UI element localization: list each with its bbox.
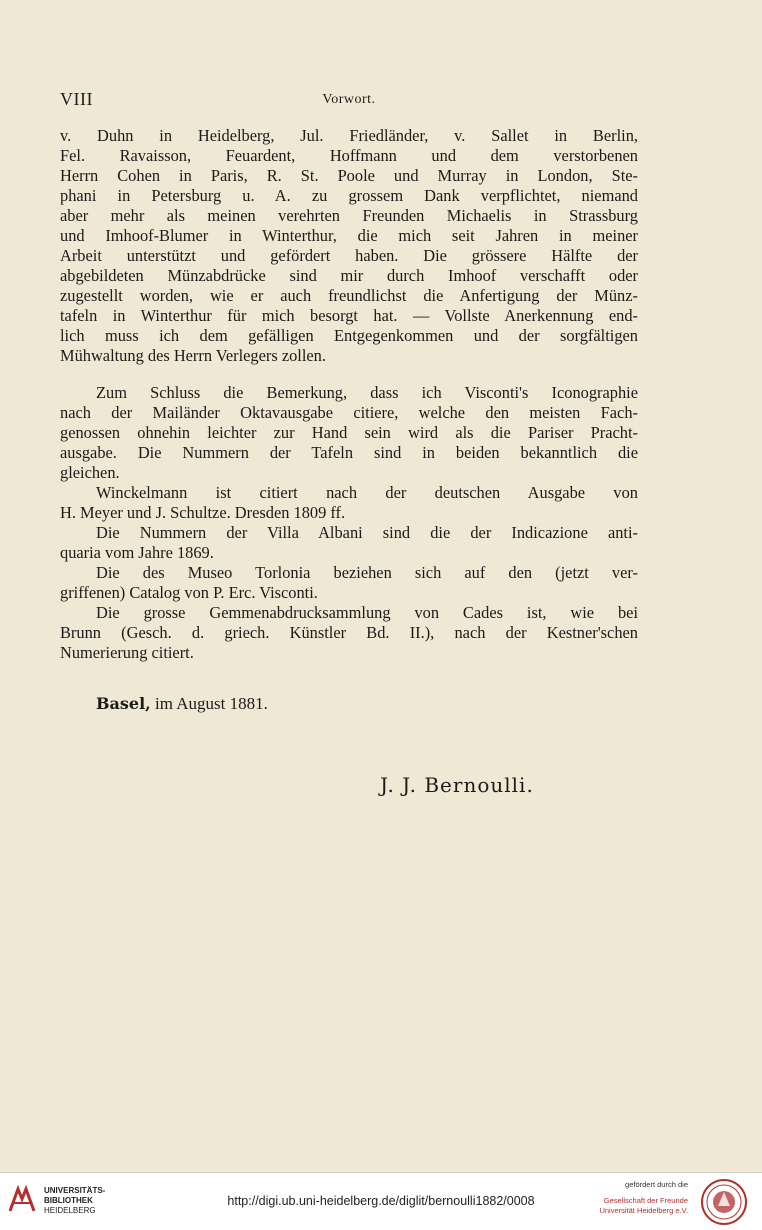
date: im August 1881. [154,694,268,713]
text-line: und Imhoof-Blumer in Winterthur, die mich seit Jahren in meiner [60,226,638,245]
text-line: Fel. Ravaisson, Feuardent, Hoffmann und dem verstorbenen [60,146,638,165]
text-line: abgebildeten Münzabdrücke sind mir durch Imhoof verschafft oder [60,266,638,285]
page-header [60,89,638,113]
paragraph-iconographie [60,383,638,483]
text-line: Die grosse Gemmenabdrucksammlung von Cades ist, wie bei [96,603,638,622]
text-line: Die des Museo Torlonia beziehen sich auf den (jetzt ver- [96,563,638,582]
text-line: griffenen) Catalog von P. Erc. Visconti. [60,583,318,602]
library-name-line: BIBLIOTHEK [44,1196,93,1205]
text-line: Herrn Cohen in Paris, R. St. Poole und Murray in London, Ste- [60,166,638,185]
running-head: Vorwort. [322,92,376,107]
text-line: Brunn (Gesch. d. griech. Künstler Bd. II.), nach der Kestner'schen [60,623,638,642]
society-name-line: Universität Heidelberg e.V. [599,1206,688,1215]
text-line: lich muss ich dem gefälligen Entgegenkommen und der sorgfältigen [60,326,638,345]
paragraph-cades [60,603,638,663]
paragraph-museo-torlonia [60,563,638,603]
society-name-line: Gesellschaft der Freunde [603,1196,688,1205]
library-name-line: HEIDELBERG [44,1206,96,1215]
digitization-footer [0,1172,762,1230]
text-line: gleichen. [60,463,120,482]
text-line: phani in Petersburg u. A. zu grossem Dank verpflichtet, niemand [60,186,638,205]
text-line: quaria vom Jahre 1869. [60,543,214,562]
text-line: Winckelmann ist citiert nach der deutschen Ausgabe von [96,483,638,502]
text-line: genossen ohnehin leichter zur Hand sein wird als die Pariser Pracht- [60,423,638,442]
paragraph-acknowledgements [60,126,638,366]
author-signature: J. J. Bernoulli. [380,773,534,797]
sponsor-block [588,1180,688,1216]
text-line: Numerierung citiert. [60,643,194,662]
paragraph-villa-albani [60,523,638,563]
text-line: ausgabe. Die Nummern der Tafeln sind in beiden bekanntlich die [60,443,638,462]
page-number: VIII [60,89,93,109]
university-seal-icon[interactable] [700,1178,748,1226]
document-url-link[interactable]: http://digi.ub.uni-heidelberg.de/diglit/bernoulli1882/0008 [227,1194,535,1208]
place-and-date [96,694,268,714]
library-name-line: UNIVERSITÄTS- [44,1186,106,1195]
text-line: zugestellt worden, wie er auch freundlichst die Anfertigung der Münz- [60,286,638,305]
text-line: H. Meyer und J. Schultze. Dresden 1809 ff. [60,503,346,522]
text-line: Mühwaltung des Herrn Verlegers zollen. [60,346,326,365]
text-line: Arbeit unterstützt und gefördert haben. Die grössere Hälfte der [60,246,638,265]
text-line: Zum Schluss die Bemerkung, dass ich Visconti's Iconographie [96,383,638,402]
paragraph-winckelmann [60,483,638,523]
text-line: Die Nummern der Villa Albani sind die der Indicazione anti- [96,523,638,542]
text-line: v. Duhn in Heidelberg, Jul. Friedländer, v. Sallet in Berlin, [60,126,638,145]
text-line: tafeln in Winterthur für mich besorgt hat. — Vollste Anerkennung end- [60,306,638,325]
text-line: aber mehr als meinen verehrten Freunden Michaelis in Strassburg [60,206,638,225]
funded-by-label: gefördert durch die [625,1180,688,1189]
place: Basel, [96,694,151,713]
text-line: nach der Mailänder Oktavausgabe citiere, welche den meisten Fach- [60,403,638,422]
